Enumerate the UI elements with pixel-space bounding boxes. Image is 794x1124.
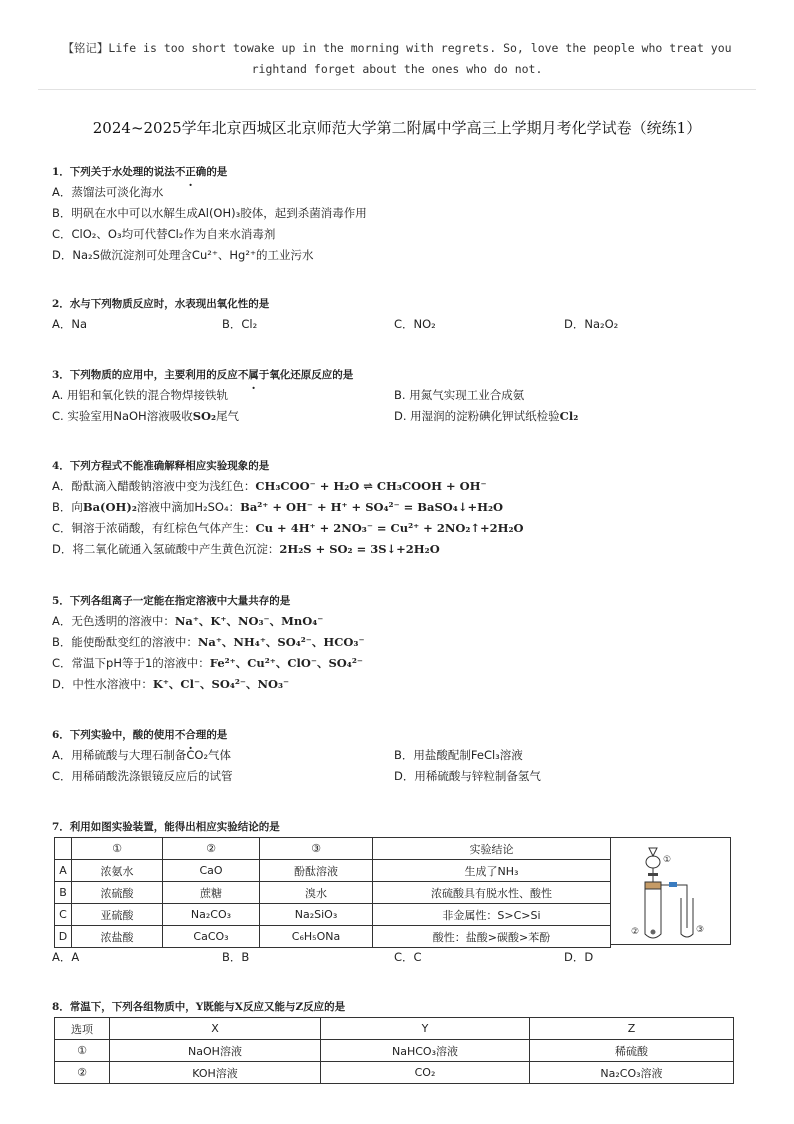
question-2	[52, 294, 752, 335]
delivery-tube	[661, 885, 687, 928]
option-c: C．C	[394, 950, 422, 964]
question-2-stem: 2．水与下列物质反应时，水表现出氧化性的是	[52, 298, 270, 310]
option-a: A．无色透明的溶液中：Na⁺、K⁺、NO₃⁻、MnO₄⁻	[52, 614, 324, 628]
option-d: D．用稀硫酸与锌粒制备氢气	[394, 769, 541, 783]
option-a: A．Na	[52, 317, 88, 331]
question-4-stem: 4．下列方程式不能准确解释相应实验现象的是	[52, 460, 270, 472]
table-cell: ②	[55, 1062, 110, 1084]
table-cell: X	[110, 1018, 321, 1040]
question-8-stem: 8．常温下，下列各组物质中，Y既能与X反应又能与Z反应的是	[52, 1001, 346, 1013]
table-row	[55, 882, 611, 904]
option-a: A．用稀硫酸与大理石制备CO₂气体	[52, 748, 232, 762]
question-6	[52, 725, 752, 787]
table-cell: 浓氨水	[72, 860, 163, 882]
question-3-stem: 3．下列物质的应用中，主要利用的反应不属于氧化还原反应的是	[52, 369, 354, 381]
table-cell: ③	[260, 838, 373, 860]
table-cell: C	[55, 904, 72, 926]
option-a: A．A	[52, 950, 80, 964]
header-divider	[38, 89, 756, 90]
question-7-stem: 7．利用如图实验装置，能得出相应实验结论的是	[52, 821, 280, 833]
table-cell: CaCO₃	[163, 926, 260, 948]
option-b: B．向Ba(OH)₂溶液中滴加H₂SO₄：Ba²⁺ + OH⁻ + H⁺ + SO₄²⁻ = BaSO₄↓+H₂O	[52, 500, 504, 514]
table-cell: Na₂SiO₃	[260, 904, 373, 926]
table-cell: NaHCO₃溶液	[321, 1040, 530, 1062]
option-c: C．ClO₂、O₃均可代替Cl₂作为自来水消毒剂	[52, 227, 276, 241]
question-8	[52, 997, 752, 1084]
motto-header	[40, 38, 754, 80]
table-cell: KOH溶液	[110, 1062, 321, 1084]
table-row	[55, 1062, 734, 1084]
option-c: C．常温下pH等于1的溶液中：Fe²⁺、Cu²⁺、ClO⁻、SO₄²⁻	[52, 656, 363, 670]
page-title: 2024~2025学年北京西城区北京师范大学第二附属中学高三上学期月考化学试卷（统练1）	[92, 119, 702, 137]
table-row	[55, 904, 611, 926]
stopper	[645, 882, 661, 889]
option-c: C. 实验室用NaOH溶液吸收SO₂尾气	[52, 409, 240, 423]
table-cell: 浓盐酸	[72, 926, 163, 948]
question-7	[52, 817, 752, 968]
option-c: C．NO₂	[394, 317, 436, 331]
table-cell: 稀硫酸	[530, 1040, 734, 1062]
q8-table	[54, 1017, 734, 1084]
table-cell: ①	[55, 1040, 110, 1062]
table-cell: ②	[163, 838, 260, 860]
option-b: B．能使酚酞变红的溶液中：Na⁺、NH₄⁺、SO₄²⁻、HCO₃⁻	[52, 635, 365, 649]
table-cell: 非金属性：S>C>Si	[373, 904, 611, 926]
motto-line-2: rightand forget about the ones who do not.	[251, 62, 543, 76]
table-cell: Y	[321, 1018, 530, 1040]
question-5	[52, 591, 752, 695]
table-cell: Z	[530, 1018, 734, 1040]
question-5-stem: 5．下列各组离子一定能在指定溶液中大量共存的是	[52, 595, 291, 607]
option-d: D．D	[564, 950, 594, 964]
option-d: D．Na₂S做沉淀剂可处理含Cu²⁺、Hg²⁺的工业污水	[52, 248, 314, 262]
emphasis-text: 不属于	[237, 369, 270, 381]
option-c: C．用稀硝酸洗涤银镜反应后的试管	[52, 769, 233, 783]
option-d: D．Na₂O₂	[564, 317, 619, 331]
table-cell: 浓硫酸具有脱水性、酸性	[373, 882, 611, 904]
option-b: B. 用氮气实现工业合成氨	[394, 388, 525, 402]
question-1-stem: 1．下列关于水处理的说法不正确的是	[52, 166, 228, 178]
option-a: A．蒸馏法可淡化海水	[52, 185, 164, 199]
option-d: D．中性水溶液中：K⁺、Cl⁻、SO₄²⁻、NO₃⁻	[52, 677, 290, 691]
funnel-top	[649, 848, 657, 856]
option-a: A．酚酞滴入醋酸钠溶液中变为浅红色：CH₃COO⁻ + H₂O ⇌ CH₃COOH + OH⁻	[52, 479, 487, 493]
separatory-funnel-bulb	[646, 856, 660, 868]
table-cell: ①	[72, 838, 163, 860]
option-d: D．将二氧化硫通入氢硫酸中产生黄色沉淀：2H₂S + SO₂ = 3S↓+2H₂O	[52, 542, 440, 556]
table-header-row	[55, 838, 611, 860]
funnel-stopcock	[648, 873, 658, 876]
option-b: B．用盐酸配制FeCl₃溶液	[394, 748, 523, 762]
question-6-stem: 6．下列实验中，酸的使用不合理的是	[52, 729, 228, 741]
label-1: ①	[663, 855, 672, 865]
option-b: B．Cl₂	[222, 317, 258, 331]
motto-line-1: 【铭记】Life is too short towake up in the morning with regrets. So, love the people who treat you	[62, 41, 732, 55]
emphasis-text: 不正确	[174, 166, 207, 178]
table-cell: 亚硫酸	[72, 904, 163, 926]
option-b: B．B	[222, 950, 250, 964]
table-cell: C₆H₅ONa	[260, 926, 373, 948]
table-cell: 生成了NH₃	[373, 860, 611, 882]
table-cell: 实验结论	[373, 838, 611, 860]
solid-reagent	[651, 930, 656, 935]
table-cell: 蔗糖	[163, 882, 260, 904]
option-d: D. 用湿润的淀粉碘化钾试纸检验Cl₂	[394, 409, 579, 423]
rubber-connector	[669, 882, 677, 887]
question-4	[52, 456, 752, 560]
question-3	[52, 365, 752, 427]
table-cell: B	[55, 882, 72, 904]
table-cell: NaOH溶液	[110, 1040, 321, 1062]
table-header-row	[55, 1018, 734, 1040]
table-cell: Na₂CO₃溶液	[530, 1062, 734, 1084]
option-c: C．铜溶于浓硝酸，有红棕色气体产生：Cu + 4H⁺ + 2NO₃⁻ = Cu²⁺ + 2NO₂↑+2H₂O	[52, 521, 524, 535]
apparatus-diagram	[611, 837, 731, 945]
option-b: B．明矾在水中可以水解生成Al(OH)₃胶体，起到杀菌消毒作用	[52, 206, 367, 220]
table-cell: 浓硫酸	[72, 882, 163, 904]
table-cell: Na₂CO₃	[163, 904, 260, 926]
table-cell: 溴水	[260, 882, 373, 904]
apparatus-drawing	[611, 838, 729, 944]
table-cell	[55, 838, 72, 860]
emphasis-text: 不合理	[174, 729, 207, 741]
question-1	[52, 162, 752, 266]
table-cell: CO₂	[321, 1062, 530, 1084]
label-2: ②	[631, 927, 640, 937]
table-cell: 酚酞溶液	[260, 860, 373, 882]
table-row	[55, 860, 611, 882]
table-row	[55, 1040, 734, 1062]
label-3: ③	[696, 925, 705, 935]
option-a: A. 用铝和氧化铁的混合物焊接铁轨	[52, 388, 228, 402]
q7-table	[54, 837, 611, 948]
table-cell: 酸性：盐酸>碳酸>苯酚	[373, 926, 611, 948]
table-cell: D	[55, 926, 72, 948]
table-cell: CaO	[163, 860, 260, 882]
table-cell: 选项	[55, 1018, 110, 1040]
table-row	[55, 926, 611, 948]
table-cell: A	[55, 860, 72, 882]
